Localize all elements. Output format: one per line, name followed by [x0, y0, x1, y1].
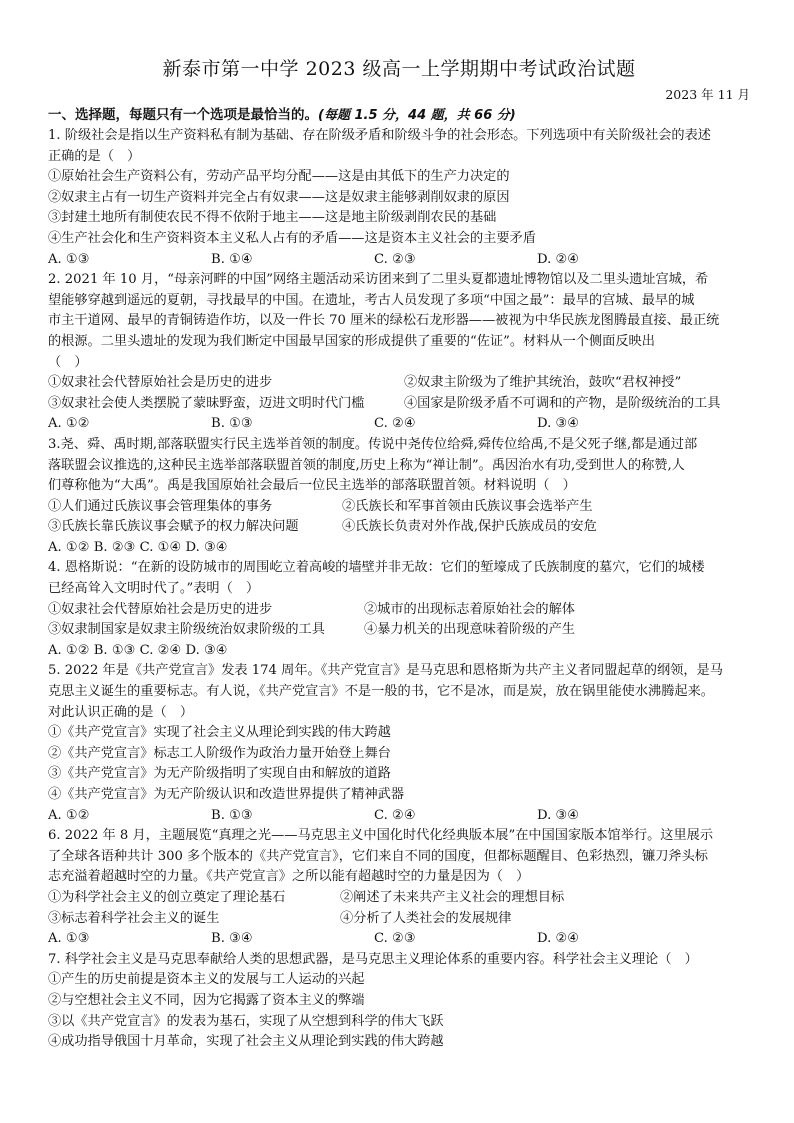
- question-4: [48, 558, 750, 661]
- statement: ②氏族长和军事首领由氏族议事会选举产生: [342, 498, 593, 514]
- statement: ③奴隶社会使人类摆脱了蒙昧野蛮，迈进文明时代门槛: [48, 395, 365, 411]
- option-a[interactable]: A. ①②: [48, 807, 90, 823]
- option-b[interactable]: B. ①③: [211, 416, 253, 432]
- statement: ①为科学社会主义的创立奠定了理论基石: [48, 889, 286, 905]
- question-stem-line: 6. 2022 年 8 月，主题展览“真理之光——马克思主义中国化时代化经典版本展”在中国国家版本馆举行。这里展示: [48, 828, 714, 844]
- answer-options: [48, 806, 750, 827]
- answer-options: [48, 929, 750, 950]
- statement: ④分析了人类社会的发展规律: [340, 910, 512, 926]
- statement: ③标志着科学社会主义的诞生: [48, 910, 220, 926]
- option-d[interactable]: D. ③④: [537, 807, 580, 823]
- exam-page: [48, 54, 750, 1053]
- option-c[interactable]: C. ②③: [374, 931, 416, 947]
- statement: ④暴力机关的出现意味着阶级的产生: [364, 622, 575, 638]
- question-stem-line: 们尊称他为“大禹”。禹是我国原始社会最后一位民主选举的部落联盟首领。材料说明（ ）: [48, 478, 576, 494]
- option-b[interactable]: B. ①④: [211, 251, 253, 267]
- question-stem-line: 3.尧、舜、禹时期,部落联盟实行民主选举首领的制度。传说中尧传位给舜,舜传位给禹,不是父死子继,都是通过部: [48, 436, 698, 452]
- question-5: [48, 661, 750, 826]
- question-2: [48, 270, 750, 435]
- question-stem-line: 落联盟会议推选的,这种民主选举部落联盟首领的制度,历史上称为“禅让制”。禹因治水有功,受到世人的称赞,人: [48, 457, 685, 473]
- question-stem-line: 5. 2022 年是《共产党宣言》发表 174 周年。《共产党宣言》是马克思和恩格斯为共产主义者同盟起草的纲领，是马: [48, 663, 723, 679]
- statement: ③氏族长靠氏族议事会赋予的权力解决问题: [48, 519, 299, 535]
- question-stem-line: 1. 阶级社会是指以生产资料私有制为基础、存在阶级矛盾和阶级斗争的社会形态。下列选项中有关阶级社会的表述: [48, 128, 711, 143]
- statement: ③以《共产党宣言》的发表为基石，实现了从空想到科学的伟大飞跃: [48, 1013, 444, 1029]
- option-c[interactable]: C. ②④: [374, 416, 416, 432]
- question-stem-line: （ ）: [48, 354, 88, 370]
- option-a[interactable]: A. ①③: [48, 251, 90, 267]
- question-stem-line: 7. 科学社会主义是马克思奉献给人类的思想武器，是马克思主义理论体系的重要内容。科学社会主义理论（ ）: [48, 951, 698, 967]
- question-1: [48, 126, 750, 270]
- section-score: (每题 1.5 分，44 题，共 66 分): [318, 108, 516, 123]
- answer-options[interactable]: A. ①② B. ②③ C. ①④ D. ③④: [48, 539, 228, 555]
- statement: ②城市的出现标志着原始社会的解体: [364, 601, 575, 617]
- statement-row: [48, 517, 750, 538]
- option-c[interactable]: C. ②③: [374, 251, 416, 267]
- statement: ④《共产党宣言》为无产阶级认识和改造世界提供了精神武器: [48, 787, 405, 802]
- section-heading-text: 一、选择题，每题只有一个选项是最恰当的。: [48, 107, 318, 123]
- option-d[interactable]: D. ②④: [537, 931, 580, 947]
- question-6: [48, 826, 750, 950]
- statement: ②与空想社会主义不同，因为它揭露了资本主义的弊端: [48, 992, 365, 1008]
- option-c[interactable]: C. ②④: [374, 807, 416, 823]
- statement: ①原始社会生产资料公有，劳动产品平均分配——这是由其低下的生产力决定的: [48, 169, 510, 185]
- statement-row: [48, 497, 750, 518]
- statement: ①《共产党宣言》实现了社会主义从理论到实践的伟大跨越: [48, 725, 391, 741]
- statement: ①奴隶社会代替原始社会是历史的进步: [48, 601, 273, 617]
- statement: ②阐述了未来共产主义社会的理想目标: [340, 889, 565, 905]
- question-stem-line: 对此认识正确的是（ ）: [48, 704, 194, 720]
- answer-options: [48, 414, 750, 435]
- option-d[interactable]: D. ③④: [537, 416, 580, 432]
- question-stem-line: 4. 恩格斯说：“在新的设防城市的周围屹立着高峻的墙壁并非无故：它们的堑壕成了氏族制度的墓穴，它们的城楼: [48, 560, 705, 576]
- statement: ③《共产党宣言》为无产阶级指明了实现自由和解放的道路: [48, 766, 391, 782]
- question-stem-line: 已经高耸入文明时代了。”表明（ ）: [48, 581, 260, 597]
- question-stem-line: 志充溢着超越时空的力量。《共产党宣言》之所以能有超越时空的力量是因为（ ）: [48, 869, 530, 885]
- question-3: [48, 435, 750, 559]
- option-b[interactable]: B. ①③: [211, 807, 253, 823]
- statement: ①产生的历史前提是资本主义的发展与工人运动的兴起: [48, 972, 365, 988]
- answer-options[interactable]: A. ①② B. ①③ C. ②④ D. ③④: [48, 642, 228, 658]
- question-stem-line: 正确的是（ ）: [48, 148, 141, 164]
- statement: ②《共产党宣言》标志工人阶级作为政治力量开始登上舞台: [48, 745, 391, 761]
- question-stem-line: 克思主义诞生的重要标志。有人说，《共产党宣言》不是一般的书，它不是冰，而是炭，放在锅里能使水沸腾起来。: [48, 684, 714, 700]
- statement: ②奴隶主阶级为了维护其统治，鼓吹“君权神授”: [404, 375, 682, 391]
- statement: ③封建土地所有制使农民不得不依附于地主——这是地主阶级剥削农民的基础: [48, 210, 497, 226]
- option-a[interactable]: A. ①③: [48, 931, 90, 947]
- statement-row: [48, 373, 750, 394]
- question-stem-line: 的根源。二里头遗址的发现为我们断定中国最早国家的形成提供了重要的“佐证”。材料从一个侧面反映出: [48, 333, 655, 349]
- option-b[interactable]: B. ③④: [211, 931, 253, 947]
- question-stem-line: 望能够穿越到遥远的夏朝，寻找最早的中国。在遗址，考古人员发现了多项“中国之最”：最早的宫城、最早的城: [48, 292, 695, 308]
- statement: ①奴隶社会代替原始社会是历史的进步: [48, 375, 273, 391]
- statement: ①人们通过氏族议事会管理集体的事务: [48, 498, 273, 514]
- question-stem-line: 2. 2021 年 10 月，“母亲河畔的中国”网络主题活动采访团来到了二里头夏都遗址博物馆以及二里头遗址宫城，希: [48, 272, 709, 288]
- question-stem-line: 市主干道网、最早的青铜铸造作坊，以及一件长 70 厘米的绿松石龙形器——被视为中华民族龙图腾最直接、最正统: [48, 313, 720, 329]
- statement-row: [48, 394, 750, 415]
- exam-date: 2023 年 11 月: [665, 87, 750, 102]
- statement-row: [48, 620, 750, 641]
- section-heading: [48, 105, 750, 126]
- question-stem-line: 了全球各语种共计 300 多个版本的《共产党宣言》，它们来自不同的国度，但都标题醒目、色彩热烈，镰刀斧头标: [48, 848, 708, 864]
- statement: ④氏族长负责对外作战,保护氏族成员的安危: [342, 519, 597, 535]
- statement: ④生产社会化和生产资料资本主义私人占有的矛盾——这是资本主义社会的主要矛盾: [48, 230, 536, 246]
- statement-row: [48, 600, 750, 621]
- answer-options: [48, 250, 750, 271]
- option-a[interactable]: A. ①②: [48, 416, 90, 432]
- statement-row: [48, 909, 750, 930]
- statement: ④成功指导俄国十月革命，实现了社会主义从理论到实践的伟大跨越: [48, 1034, 444, 1050]
- statement: ③奴隶制国家是奴隶主阶级统治奴隶阶级的工具: [48, 622, 325, 638]
- option-d[interactable]: D. ②④: [537, 251, 580, 267]
- statement: ④国家是阶级矛盾不可调和的产物，是阶级统治的工具: [404, 395, 721, 411]
- page-title: 新泰市第一中学 2023 级高一上学期期中考试政治试题: [162, 58, 636, 80]
- statement: ②奴隶主占有一切生产资料并完全占有奴隶——这是奴隶主能够剥削奴隶的原因: [48, 189, 510, 205]
- statement-row: [48, 888, 750, 909]
- question-7: [48, 950, 750, 1053]
